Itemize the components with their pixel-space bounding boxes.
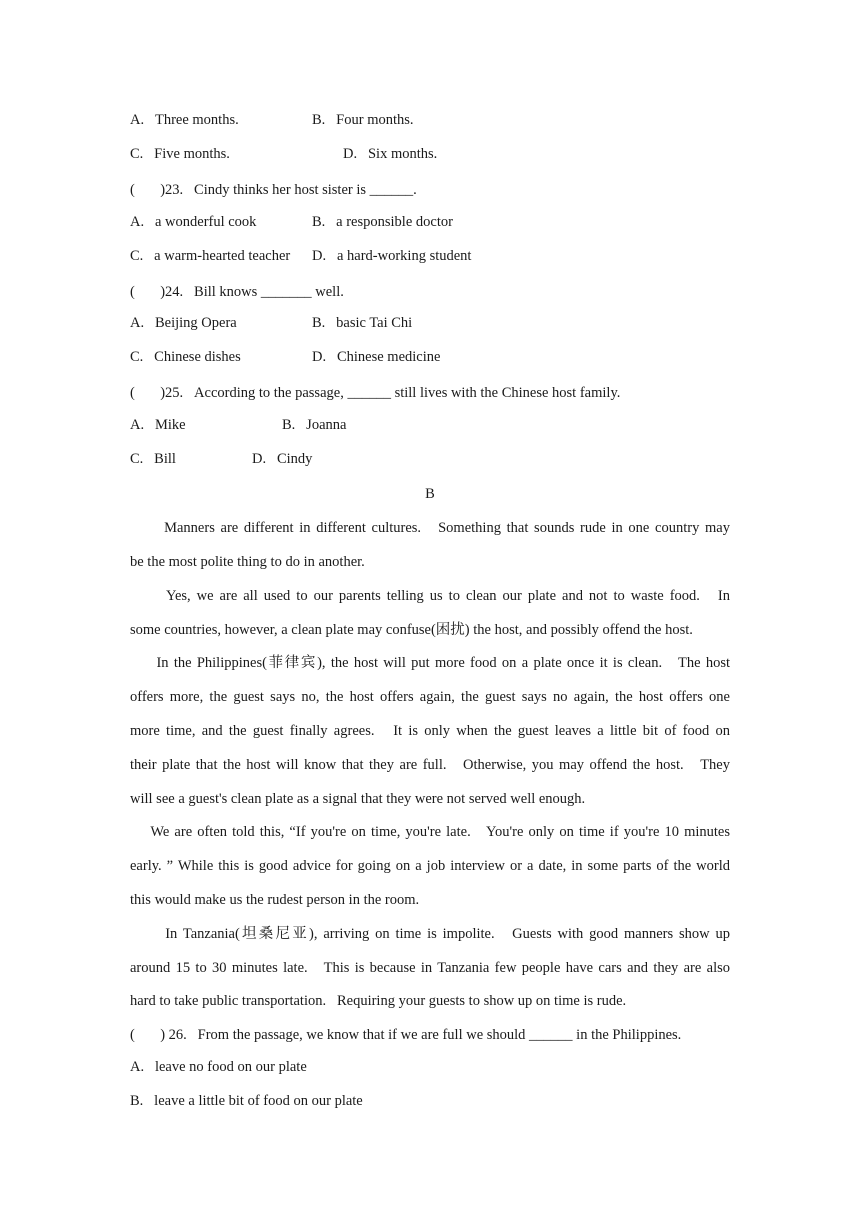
- passage-line: some countries, however, a clean plate may confuse(困扰) the host, and possibly offend the host.: [130, 622, 693, 638]
- q25-option-c[interactable]: C. Bill: [130, 451, 176, 467]
- q24-option-d[interactable]: D. Chinese medicine: [312, 349, 441, 365]
- q23-option-c[interactable]: C. a warm-hearted teacher: [130, 248, 291, 264]
- passage-line: Manners are different in different cultures. Something that sounds rude in one country may: [130, 520, 730, 536]
- passage-line: be the most polite thing to do in another.: [130, 554, 365, 570]
- q23-option-b[interactable]: B. a responsible doctor: [312, 214, 453, 230]
- q24-stem: ( )24. Bill knows _______ well.: [130, 284, 344, 300]
- q25-option-d[interactable]: D. Cindy: [252, 451, 313, 467]
- q25-option-a[interactable]: A. Mike: [130, 417, 186, 433]
- passage-line: more time, and the guest finally agrees. It is only when the guest leaves a little bit of food on: [130, 723, 730, 739]
- q25-stem: ( )25. According to the passage, ______ still lives with the Chinese host family.: [130, 385, 621, 401]
- q24-option-b[interactable]: B. basic Tai Chi: [312, 315, 413, 331]
- q24-option-a[interactable]: A. Beijing Opera: [130, 315, 237, 331]
- passage-line: Yes, we are all used to our parents telling us to clean our plate and not to waste food. In: [130, 588, 730, 604]
- q22-option-a[interactable]: A. Three months.: [130, 112, 239, 128]
- passage-line: We are often told this, “If you're on time, you're late. You're only on time if you're 10 minutes: [130, 824, 730, 840]
- q25-option-b[interactable]: B. Joanna: [282, 417, 347, 433]
- passage-line: this would make us the rudest person in the room.: [130, 892, 420, 908]
- q22-option-c[interactable]: C. Five months.: [130, 146, 230, 162]
- section-b-heading: B: [425, 486, 435, 502]
- q24-option-c[interactable]: C. Chinese dishes: [130, 349, 241, 365]
- q22-option-b[interactable]: B. Four months.: [312, 112, 414, 128]
- q26-option-b[interactable]: B. leave a little bit of food on our plate: [130, 1093, 363, 1109]
- passage-line: hard to take public transportation. Requiring your guests to show up on time is rude.: [130, 993, 627, 1009]
- passage-line: In the Philippines(菲律宾), the host will put more food on a plate once it is clean. The host: [130, 655, 730, 671]
- passage-line: offers more, the guest says no, the host offers again, the guest says no again, the host offers one: [130, 689, 730, 705]
- passage-line: early. ” While this is good advice for going on a job interview or a date, in some parts of the world: [130, 858, 730, 874]
- passage-line: around 15 to 30 minutes late. This is because in Tanzania few people have cars and they are also: [130, 960, 730, 976]
- q23-option-d[interactable]: D. a hard-working student: [312, 248, 472, 264]
- q23-option-a[interactable]: A. a wonderful cook: [130, 214, 257, 230]
- q22-option-d[interactable]: D. Six months.: [343, 146, 438, 162]
- q26-stem: ( ) 26. From the passage, we know that if we are full we should ______ in the Philippines.: [130, 1027, 682, 1043]
- q23-stem: ( )23. Cindy thinks her host sister is ______.: [130, 182, 417, 198]
- q26-option-a[interactable]: A. leave no food on our plate: [130, 1059, 307, 1075]
- passage-line: their plate that the host will know that they are full. Otherwise, you may offend the host. They: [130, 757, 730, 773]
- passage-line: In Tanzania(坦桑尼亚), arriving on time is impolite. Guests with good manners show up: [130, 926, 730, 942]
- passage-line: will see a guest's clean plate as a signal that they were not served well enough.: [130, 791, 586, 807]
